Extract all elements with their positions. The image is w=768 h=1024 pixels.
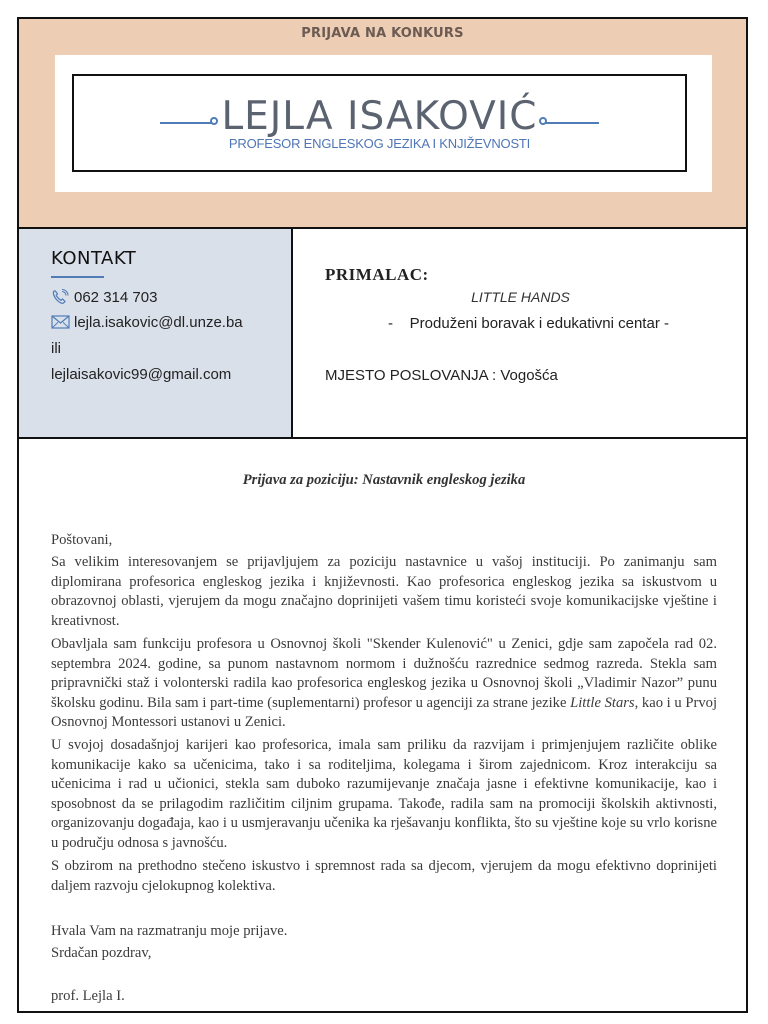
contact-panel [19, 229, 293, 439]
letter-paragraph-1: Sa velikim interesovanjem se prijavljujem za poziciju nastavnice u vašoj instituciji. Po zanimanju sam diplomirana profesorica engleskog jezika i književnosti. Kao profesorica engleskog jezika sa iskustvom u obrazovnoj oblasti, vjerujem da mogu značajno doprinijeti vašem timu koristeći svoje komunikacijske vještine i kreativnost. [51, 554, 717, 629]
letter-subject: Prijava za poziciju: Nastavnik engleskog jezika [242, 472, 526, 488]
letter-greeting: Poštovani, [51, 532, 113, 548]
name-box [72, 74, 687, 172]
recipient-company: LITTLE HANDS [471, 289, 570, 305]
contact-heading: KONTAKT [51, 248, 137, 269]
recipient-heading: PRIMALAC: [325, 265, 429, 284]
contact-heading-underline [51, 276, 104, 278]
header-card [55, 55, 712, 192]
letter-closing-thanks: Hvala Vam na razmatranju moje prijave. [51, 923, 288, 939]
applicant-title: PROFESOR ENGLESKOG JEZIKA I KNJIŽEVNOSTI [228, 136, 531, 151]
letter-paragraph-2-text: Obavljala sam funkciju profesora u Osnovnoj školi "Skender Kulenović" u Zenici, gdje sam započela rad 02. septembra 2024. godine, sa punom nastavnom normom i dužnošću razrednice sedmog razreda. Stekla sam pripravnički staž i volonterski radila kao profesorica engleskog jezika u Osnovnoj školi „Vladimir Nazor” punu školsku godinu. Bila sam i part-time (suplementarni) profesor u agenciji za strane jezike [51, 636, 717, 711]
envelope-icon [51, 314, 74, 331]
letter-closing-regards: Srdačan pozdrav, [51, 945, 152, 961]
recipient-panel [293, 229, 746, 439]
letter-paragraph-4: S obzirom na prethodno stečeno iskustvo i spremnost rada sa djecom, vjerujem da mogu efektivno doprinijeti daljem razvoju cjelokupnog kolektiva. [51, 858, 717, 894]
recipient-location: MJESTO POSLOVANJA : Vogošća [325, 367, 558, 384]
email-address-alt[interactable]: lejlaisakovic99@gmail.com [51, 366, 232, 383]
letter-paragraph-2-end: , kao i u Prvoj Osnovnoj Montessori ustanovi u Zenici. [51, 694, 718, 731]
email-row [51, 314, 243, 331]
phone-row [51, 289, 157, 306]
letter-signature: prof. Lejla I. [51, 988, 125, 1004]
header-band [19, 19, 746, 229]
phone-icon [51, 289, 74, 306]
document-frame [17, 17, 748, 1013]
letter-paragraph-2 [51, 635, 717, 733]
contact-or: ili [51, 340, 61, 357]
applicant-name: LEJLA ISAKOVIĆ [221, 94, 538, 139]
email-address[interactable]: lejla.isakovic@dl.unze.ba [74, 314, 243, 331]
recipient-description: - Produženi boravak i edukativni centar - [388, 315, 669, 332]
phone-number[interactable]: 062 314 703 [74, 289, 158, 306]
agency-name: Little Stars [570, 694, 635, 711]
letter-paragraph-3: U svojoj dosadašnjoj karijeri kao profesorica, imala sam priliku da razvijam i primjenjujem različite oblike komunikacije kako sa učenicima, tako i sa roditeljima, kolegama i širom zajednicom. Kroz interakciju sa učenicima i rad u učionici, stekla sam duboko razumijevanje značaja jasne i efektivne komunikacije, kao i sposobnost da se prilagodim različitim ciljnim grupama. Takođe, radila sam na promociji školskih aktivnosti, organizovanju događaja, kao i u usmjeravanju učenika ka rješavanju konflikta, što su vještine koje su vrlo korisne u području odnosa s javnošću. [51, 737, 717, 851]
header-top-label: PRIJAVA NA KONKURS [301, 26, 464, 41]
